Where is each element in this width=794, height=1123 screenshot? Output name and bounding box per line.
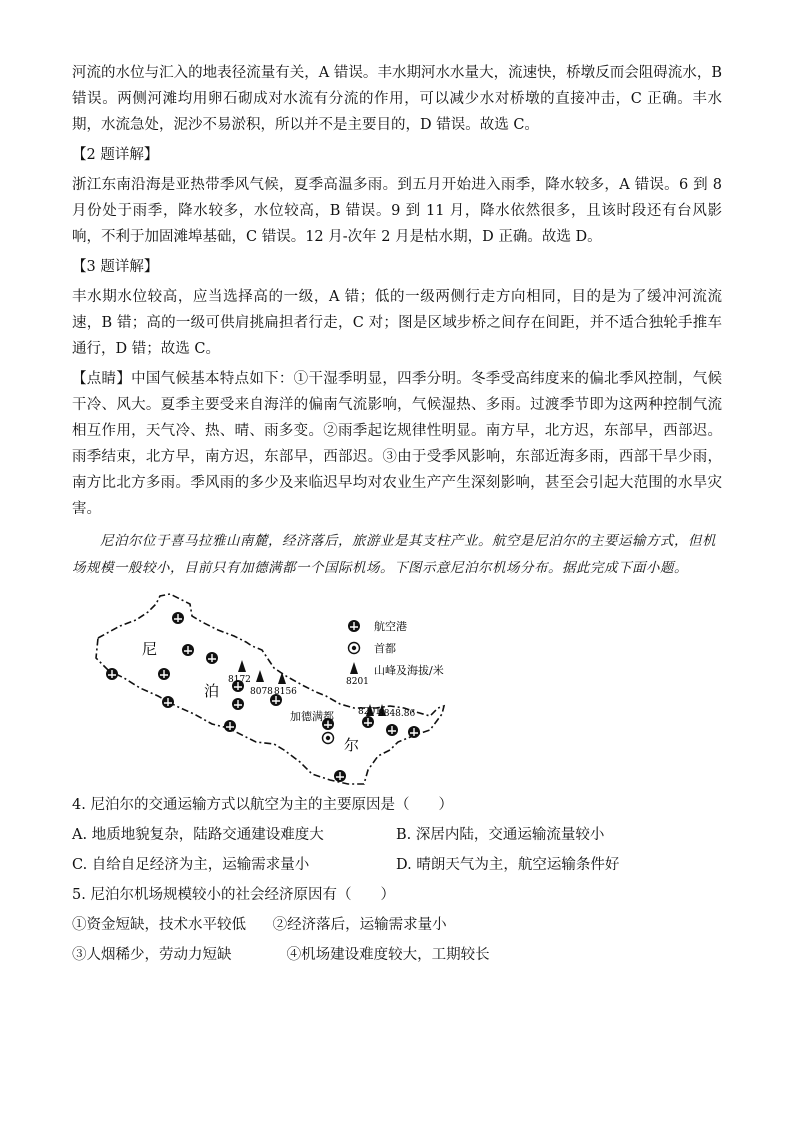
answer-1-text: 河流的水位与汇入的地表径流量有关，A 错误。丰水期河水水量大，流速快，桥墩反而会阻碍流水，B 错误。两侧河滩均用卵石砌成对水流有分流的作用，可以减少水对桥墩的直接冲击，C 正确。丰水期，水流急处，泥沙不易淤积，所以并不是主要目的，D 错误。故选 C。 [72, 65, 722, 133]
q4-option-d: D. 晴朗天气为主，航空运输条件好 [396, 857, 620, 873]
country-char-1: 尼 [142, 640, 158, 658]
airport-markers [106, 612, 420, 782]
peak-icon [278, 672, 286, 684]
nepal-intro: 尼泊尔位于喜马拉雅山南麓，经济落后，旅游业是其支柱产业。航空是尼泊尔的主要运输方式，但机场规模一般较小，目前只有加德满都一个国际机场。下图示意尼泊尔机场分布。据此完成下面小题。 [72, 533, 716, 576]
tip-text: 【点睛】中国气候基本特点如下：①干湿季明显，四季分明。冬季受高纬度来的偏北季风控制，气候干冷、风大。夏季主要受来自海洋的偏南气流影响，气候湿热、多雨。过渡季节即为这两种控制气流相互作用，天气冷、热、晴、雨多变。②雨季起讫规律性明显。南方早，北方迟，东部早，西部迟。雨季结束，北方早，南方迟，东部早，西部迟。③由于受季风影响，东部近海多雨，西部干旱少雨，南方比北方多雨。季风雨的多少及来临迟早均对农业生产产生深刻影响，甚至会引起大范围的水旱灾害。 [72, 371, 722, 517]
legend-peak-label: 山峰及海拔/米 [374, 664, 444, 677]
legend-peak-icon [350, 662, 358, 674]
answer-2-heading: 【2 题详解】 [72, 147, 159, 163]
legend-peak-value: 8201 [346, 677, 369, 687]
peak-label-3: 8156 [274, 687, 297, 697]
peak-icon [238, 660, 246, 672]
nepal-airport-map [78, 590, 498, 790]
question-4-stem: 4. 尼泊尔的交通运输方式以航空为主的主要原因是（ ） [72, 797, 453, 813]
q5-option-1: ①资金短缺，技术水平较低 [72, 917, 246, 933]
airport-icon [386, 724, 398, 736]
country-char-3: 尔 [344, 736, 360, 754]
peak-label-5: 8848.86 [378, 709, 416, 719]
q5-option-4: ④机场建设难度较大，工期较长 [286, 947, 490, 963]
airport-icon [206, 652, 218, 664]
airport-icon [408, 726, 420, 738]
q4-option-b: B. 深居内陆，交通运输流量较小 [396, 827, 605, 843]
airport-icon [334, 770, 346, 782]
q5-option-2: ②经济落后，运输需求量小 [272, 917, 447, 933]
legend-capital-label: 首都 [374, 642, 396, 655]
capital-label: 加德满都 [290, 710, 334, 723]
airport-icon [224, 720, 236, 732]
q4-option-c: C. 自给自足经济为主，运输需求量小 [72, 857, 310, 873]
map-legend [346, 619, 444, 687]
peak-label-2: 8078 [250, 687, 273, 697]
answer-2-text: 浙江东南沿海是亚热带季风气候，夏季高温多雨。到五月开始进入雨季，降水较多，A 错误。6 到 8 月份处于雨季，降水较多，水位较高，B 错误。9 到 11 月，降水依然很多，且该时段还有台风影响，不利于加固滩埠基础，C 错误。12 月-次年 2 月是枯水期，D 正确。故选 D。 [72, 177, 722, 245]
airport-icon [362, 716, 374, 728]
airport-icon [158, 668, 170, 680]
airport-icon [106, 668, 118, 680]
peak-label-4: 8201 [358, 707, 381, 717]
answer-3-text: 丰水期水位较高，应当选择高的一级，A 错；低的一级两侧行走方向相同，目的是为了缓冲河流流速，B 错；高的一级可供肩挑扁担者行走，C 对；图是区域步桥之间存在间距，并不适合独轮手推车通行，D 错；故选 C。 [72, 289, 722, 357]
q4-option-a: A. 地质地貌复杂，陆路交通建设难度大 [72, 827, 324, 843]
airport-icon [182, 644, 194, 656]
page-content [72, 60, 722, 970]
country-char-2: 泊 [204, 682, 220, 700]
capital-icon [323, 733, 334, 744]
peak-icon [256, 670, 264, 682]
question-5-stem: 5. 尼泊尔机场规模较小的社会经济原因有（ ） [72, 887, 395, 903]
airport-icon [162, 696, 174, 708]
legend-airport-icon [348, 620, 360, 632]
question-5-options [72, 910, 722, 970]
airport-icon [232, 698, 244, 710]
q5-option-3: ③人烟稀少，劳动力短缺 [72, 947, 232, 963]
legend-airport-label: 航空港 [374, 620, 407, 633]
map-svg [78, 590, 498, 790]
airport-icon [172, 612, 184, 624]
question-4-options [72, 820, 722, 880]
peak-label-1: 8172 [228, 675, 251, 685]
answer-3-heading: 【3 题详解】 [72, 259, 159, 275]
